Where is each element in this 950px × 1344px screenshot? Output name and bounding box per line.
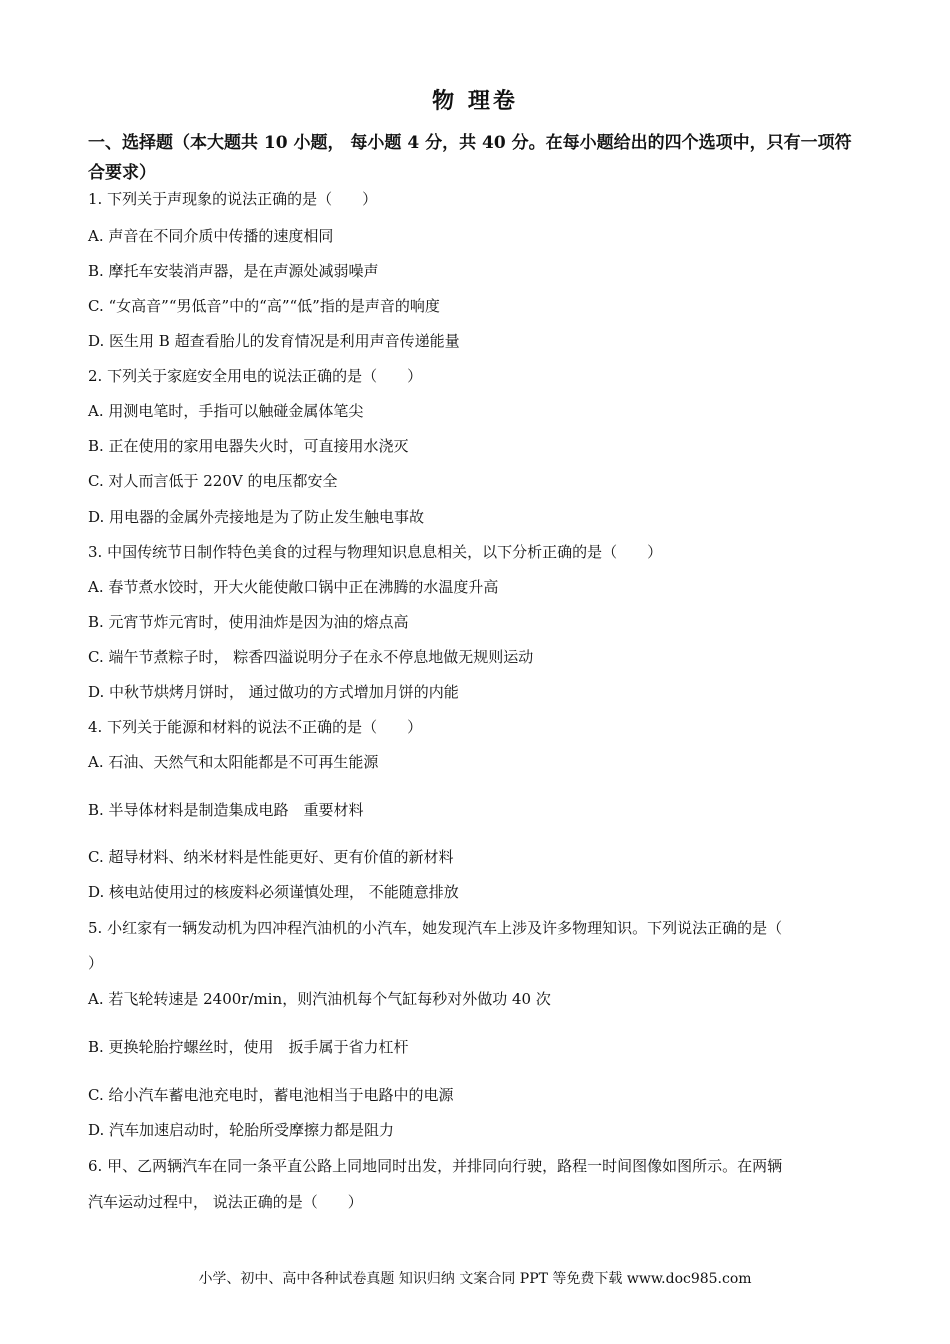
question-3-option-a: A. 春节煮水饺时，开大火能使敞口锅中正在沸腾的水温度升高 bbox=[88, 578, 499, 596]
question-2-option-c: C. 对人而言低于 220V 的电压都安全 bbox=[88, 472, 338, 490]
question-1-option-b: B. 摩托车安装消声器，是在声源处减弱噪声 bbox=[88, 262, 379, 280]
question-4-option-b: B. 半导体材料是制造集成电路 重要材料 bbox=[88, 801, 364, 819]
question-4-option-a: A. 石油、天然气和太阳能都是不可再生能源 bbox=[88, 753, 379, 771]
question-2-option-b: B. 正在使用的家用电器失火时，可直接用水浇灭 bbox=[88, 437, 409, 455]
question-3-stem: 3. 中国传统节日制作特色美食的过程与物理知识息息相关，以下分析正确的是（ ） bbox=[88, 543, 663, 561]
section-heading: 一、选择题（本大题共 10 小题， 每小题 4 分，共 40 分。在每小题给出的四个选项中，只有一项符合要求） bbox=[88, 133, 852, 183]
question-5-stem-line-1: 5. 小红家有一辆发动机为四冲程汽油机的小汽车，她发现汽车上涉及许多物理知识。下列说法正确的是（ bbox=[88, 919, 783, 937]
question-4-option-d: D. 核电站使用过的核废料必须谨慎处理， 不能随意排放 bbox=[88, 883, 459, 901]
question-3-option-b: B. 元宵节炸元宵时，使用油炸是因为油的熔点高 bbox=[88, 613, 409, 631]
page-title: 物 理卷 bbox=[432, 88, 518, 114]
question-6-stem-line-2: 汽车运动过程中， 说法正确的是（ ） bbox=[88, 1193, 363, 1211]
question-5-option-b: B. 更换轮胎拧螺丝时，使用 扳手属于省力杠杆 bbox=[88, 1038, 409, 1056]
question-4-stem: 4. 下列关于能源和材料的说法不正确的是（ ） bbox=[88, 718, 423, 736]
page-footer: 小学、初中、高中各种试卷真题 知识归纳 文案合同 PPT 等免费下载 www.doc985.com bbox=[198, 1271, 752, 1287]
question-3-option-c: C. 端午节煮粽子时， 粽香四溢说明分子在永不停息地做无规则运动 bbox=[88, 648, 534, 666]
question-4-option-c: C. 超导材料、纳米材料是性能更好、更有价值的新材料 bbox=[88, 848, 454, 866]
question-1-stem: 1. 下列关于声现象的说法正确的是（ ） bbox=[88, 190, 378, 208]
question-5-option-a: A. 若飞轮转速是 2400r/min，则汽油机每个气缸每秒对外做功 40 次 bbox=[88, 990, 551, 1008]
question-1-option-d: D. 医生用 B 超查看胎儿的发育情况是利用声音传递能量 bbox=[88, 332, 460, 350]
question-5-option-c: C. 给小汽车蓄电池充电时，蓄电池相当于电路中的电源 bbox=[88, 1086, 454, 1104]
question-3-option-d: D. 中秋节烘烤月饼时， 通过做功的方式增加月饼的内能 bbox=[88, 683, 459, 701]
question-2-stem: 2. 下列关于家庭安全用电的说法正确的是（ ） bbox=[88, 367, 423, 385]
question-1-option-c: C. “女高音”“男低音”中的“高”“低”指的是声音的响度 bbox=[88, 297, 440, 315]
question-5-stem-line-2: ） bbox=[88, 954, 104, 972]
question-2-option-a: A. 用测电笔时，手指可以触碰金属体笔尖 bbox=[88, 402, 364, 420]
question-5-option-d: D. 汽车加速启动时，轮胎所受摩擦力都是阻力 bbox=[88, 1121, 395, 1139]
question-1-option-a: A. 声音在不同介质中传播的速度相同 bbox=[88, 227, 334, 245]
question-2-option-d: D. 用电器的金属外壳接地是为了防止发生触电事故 bbox=[88, 508, 425, 526]
question-6-stem-line-1: 6. 甲、乙两辆汽车在同一条平直公路上同地同时出发，并排同向行驶，路程一时间图像如图所示。在两辆 bbox=[88, 1157, 783, 1175]
